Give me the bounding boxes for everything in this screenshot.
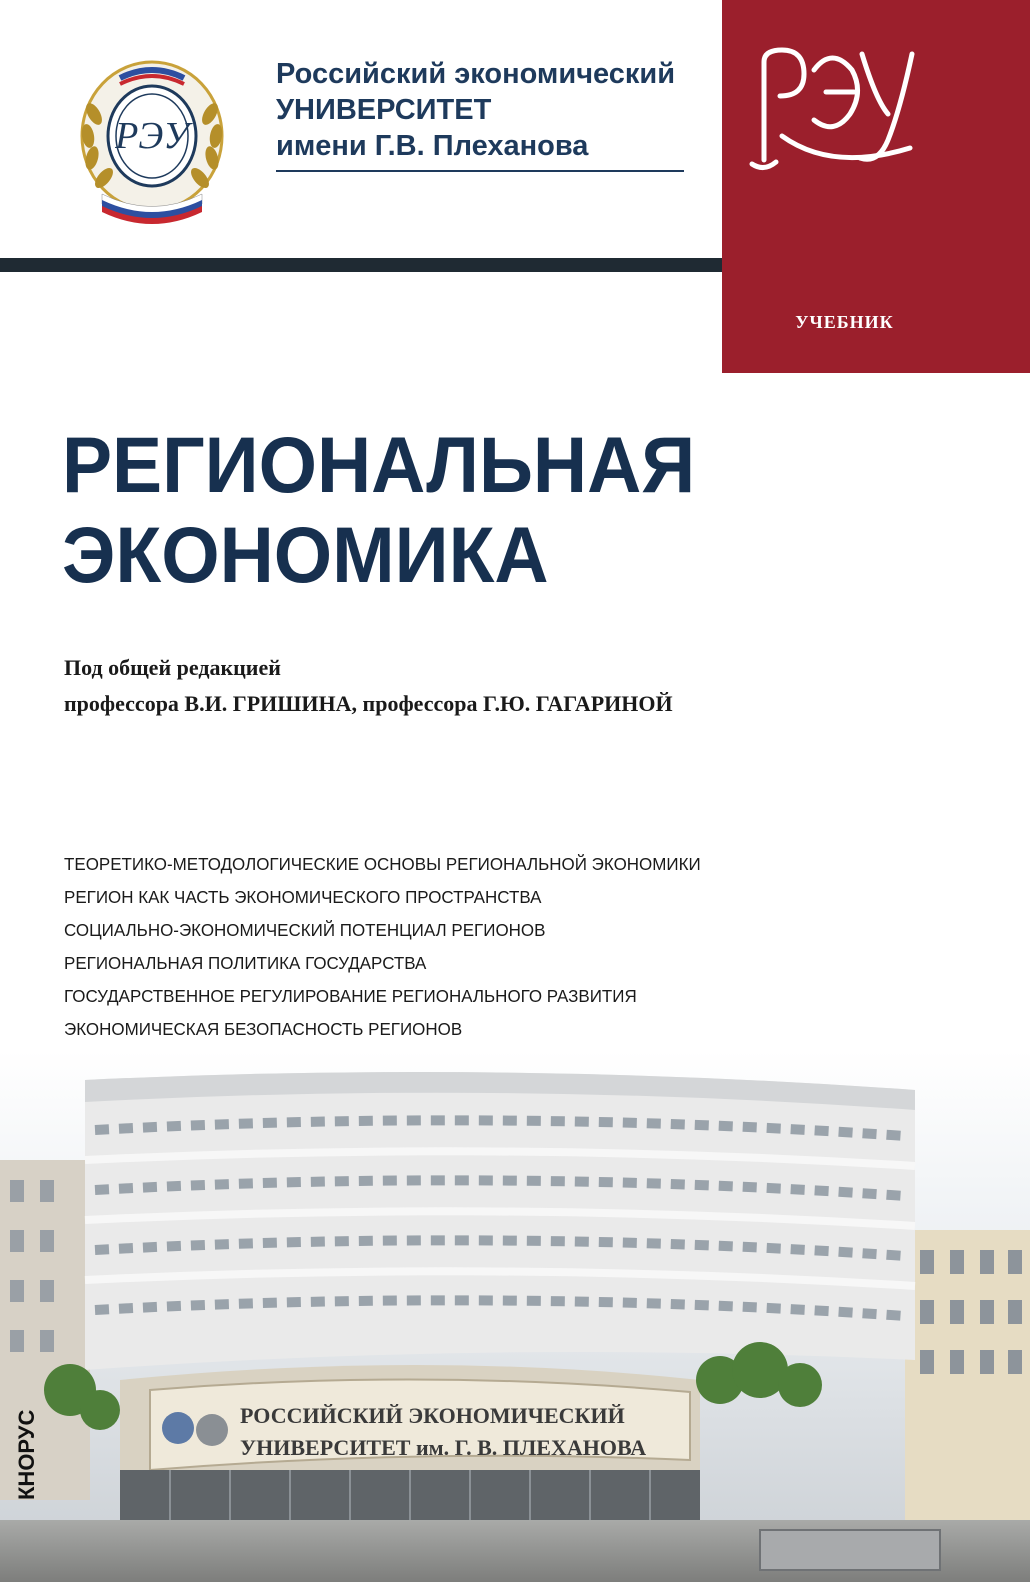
university-underline	[276, 170, 684, 172]
divider-bar	[0, 258, 722, 272]
editors-line1: Под общей редакцией	[64, 655, 281, 680]
topic-item: ТЕОРЕТИКО-МЕТОДОЛОГИЧЕСКИЕ ОСНОВЫ РЕГИОНАЛЬНОЙ ЭКОНОМИКИ	[64, 854, 701, 874]
topic-item: РЕГИОНАЛЬНАЯ ПОЛИТИКА ГОСУДАРСТВА	[64, 953, 427, 973]
university-name	[276, 56, 675, 164]
university-name-line2: УНИВЕРСИТЕТ	[276, 94, 492, 126]
publisher-name: КНОРУС	[14, 1409, 39, 1500]
university-building-photo	[0, 1050, 1030, 1582]
topic-item: ГОСУДАРСТВЕННОЕ РЕГУЛИРОВАНИЕ РЕГИОНАЛЬНОГО РАЗВИТИЯ	[64, 986, 637, 1006]
building-sign-line1: РОССИЙСКИЙ ЭКОНОМИЧЕСКИЙ	[240, 1403, 625, 1428]
book-title-line2: ЭКОНОМИКА	[62, 510, 549, 599]
book-title	[62, 420, 695, 600]
topic-item: РЕГИОН КАК ЧАСТЬ ЭКОНОМИЧЕСКОГО ПРОСТРАНСТВА	[64, 887, 542, 907]
topic-item: ЭКОНОМИЧЕСКАЯ БЕЗОПАСНОСТЬ РЕГИОНОВ	[64, 1019, 463, 1039]
book-title-line1: РЕГИОНАЛЬНАЯ	[62, 420, 696, 509]
topics-list	[64, 848, 701, 1046]
monogram-logo	[742, 40, 922, 176]
book-type-label: УЧЕБНИК	[795, 312, 894, 332]
university-name-line3: имени Г.В. Плеханова	[276, 130, 589, 162]
editors-block	[64, 650, 673, 722]
university-emblem	[62, 44, 242, 224]
topic-item: СОЦИАЛЬНО-ЭКОНОМИЧЕСКИЙ ПОТЕНЦИАЛ РЕГИОНОВ	[64, 920, 546, 940]
building-sign-line2: УНИВЕРСИТЕТ им. Г. В. ПЛЕХАНОВА	[240, 1435, 647, 1460]
university-name-line1: Российский экономический	[276, 58, 676, 90]
svg-text:РЭУ: РЭУ	[115, 115, 189, 157]
editors-line2: профессора В.И. ГРИШИНА, профессора Г.Ю. ГАГАРИНОЙ	[64, 691, 673, 716]
